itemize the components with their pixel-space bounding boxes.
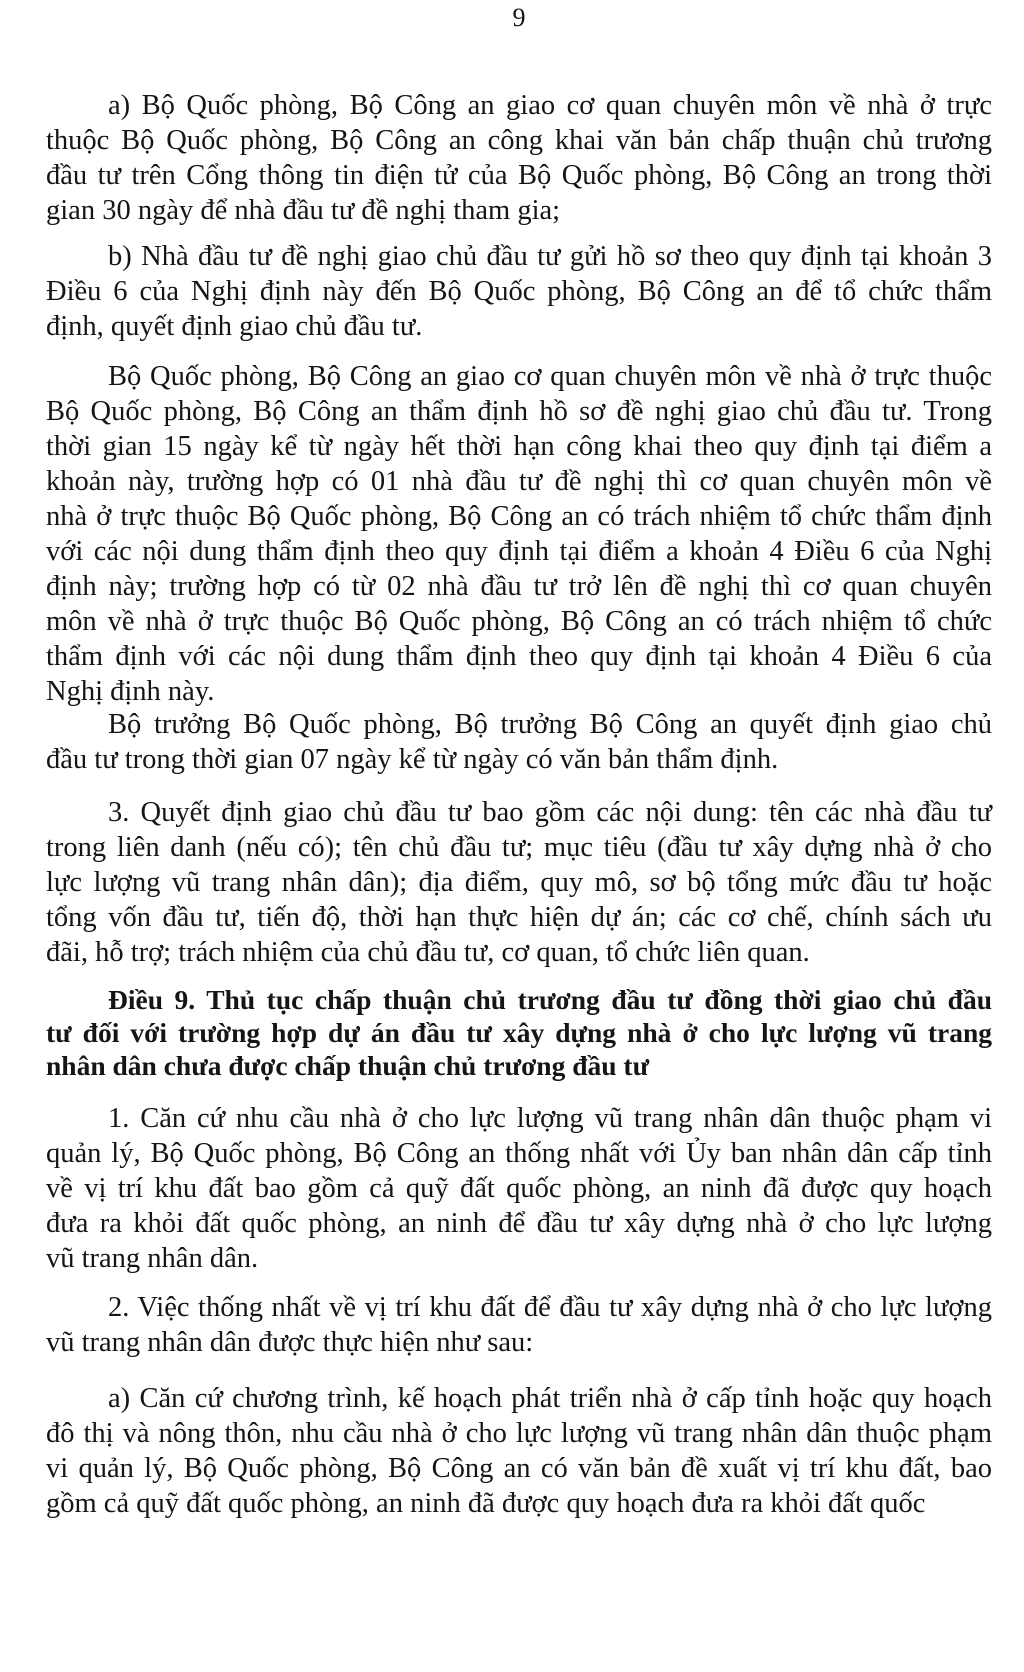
- text-line: b) Nhà đầu tư đề nghị giao chủ đầu tư gửi hồ sơ theo quy định tại khoản 3: [108, 241, 992, 272]
- text-line: 2. Việc thống nhất về vị trí khu đất để đầu tư xây dựng nhà ở cho lực lượng: [108, 1292, 992, 1323]
- text-line: a) Căn cứ chương trình, kế hoạch phát triển nhà ở cấp tỉnh hoặc quy hoạch: [108, 1383, 992, 1414]
- page-number: 9: [512, 3, 526, 32]
- paragraph: [46, 1290, 992, 1360]
- text-line: định này; trường hợp có từ 02 nhà đầu tư trở lên đề nghị thì cơ quan chuyên: [46, 571, 992, 602]
- text-line: thuộc Bộ Quốc phòng, Bộ Công an công khai văn bản chấp thuận chủ trương: [46, 125, 992, 156]
- text-line: trong liên danh (nếu có); tên chủ đầu tư; mục tiêu (đầu tư xây dựng nhà ở cho: [46, 832, 992, 863]
- text-line: vi quản lý, Bộ Quốc phòng, Bộ Công an có văn bản đề xuất vị trí khu đất, bao: [46, 1453, 992, 1484]
- text-line: thẩm định với các nội dung thẩm định theo quy định tại khoản 4 Điều 6 của: [46, 641, 992, 672]
- text-line: đưa ra khỏi đất quốc phòng, an ninh để đầu tư xây dựng nhà ở cho lực lượng: [46, 1208, 992, 1239]
- article-heading: [46, 983, 992, 1082]
- text-line: về vị trí khu đất bao gồm cả quỹ đất quốc phòng, an ninh đã được quy hoạch: [46, 1173, 992, 1204]
- document-page: [46, 0, 992, 1519]
- text-line: đãi, hỗ trợ; trách nhiệm của chủ đầu tư, cơ quan, tổ chức liên quan.: [46, 937, 810, 968]
- paragraph: [46, 707, 992, 777]
- text-line: tư đối với trường hợp dự án đầu tư xây dựng nhà ở cho lực lượng vũ trang: [46, 1017, 992, 1048]
- text-line: quản lý, Bộ Quốc phòng, Bộ Công an thống nhất với Ủy ban nhân dân cấp tỉnh: [46, 1138, 992, 1169]
- text-line: đầu tư trong thời gian 07 ngày kể từ ngày có văn bản thẩm định.: [46, 744, 779, 775]
- text-line: Bộ Quốc phòng, Bộ Công an giao cơ quan chuyên môn về nhà ở trực thuộc: [108, 361, 992, 392]
- text-line: 1. Căn cứ nhu cầu nhà ở cho lực lượng vũ trang nhân dân thuộc phạm vi: [108, 1103, 992, 1134]
- text-line: đầu tư trên Cổng thông tin điện tử của Bộ Quốc phòng, Bộ Công an trong thời: [46, 160, 992, 191]
- text-line: đô thị và nông thôn, nhu cầu nhà ở cho lực lượng vũ trang nhân dân thuộc phạm: [46, 1418, 992, 1449]
- text-line: vũ trang nhân dân.: [46, 1243, 259, 1274]
- paragraph: [46, 359, 992, 709]
- text-line: thời gian 15 ngày kể từ ngày hết thời hạn công khai theo quy định tại điểm a: [46, 431, 992, 462]
- paragraph: [46, 1101, 992, 1276]
- text-line: a) Bộ Quốc phòng, Bộ Công an giao cơ quan chuyên môn về nhà ở trực: [108, 90, 992, 121]
- text-line: Nghị định này.: [46, 676, 215, 707]
- text-line: gồm cả quỹ đất quốc phòng, an ninh đã được quy hoạch đưa ra khỏi đất quốc: [46, 1488, 926, 1519]
- text-line: nhân dân chưa được chấp thuận chủ trương đầu tư: [46, 1050, 650, 1081]
- text-line: khoản này, trường hợp có 01 nhà đầu tư đề nghị thì cơ quan chuyên môn về: [46, 466, 992, 497]
- text-line: nhà ở trực thuộc Bộ Quốc phòng, Bộ Công an có trách nhiệm tổ chức thẩm định: [46, 501, 992, 532]
- text-line: gian 30 ngày để nhà đầu tư đề nghị tham gia;: [46, 195, 561, 226]
- text-line: Điều 6 của Nghị định này đến Bộ Quốc phòng, Bộ Công an để tổ chức thẩm: [46, 276, 992, 307]
- paragraph: [46, 1381, 992, 1521]
- text-line: vũ trang nhân dân được thực hiện như sau:: [46, 1327, 534, 1358]
- paragraph: [46, 88, 992, 228]
- text-line: định, quyết định giao chủ đầu tư.: [46, 311, 423, 342]
- text-line: Bộ trưởng Bộ Quốc phòng, Bộ trưởng Bộ Công an quyết định giao chủ: [108, 709, 992, 740]
- text-line: Điều 9. Thủ tục chấp thuận chủ trương đầu tư đồng thời giao chủ đầu: [108, 984, 992, 1015]
- paragraph: [46, 795, 992, 970]
- text-line: với các nội dung thẩm định theo quy định tại điểm a khoản 4 Điều 6 của Nghị: [46, 536, 992, 567]
- text-line: tổng vốn đầu tư, tiến độ, thời hạn thực hiện dự án; các cơ chế, chính sách ưu: [46, 902, 992, 933]
- text-line: môn về nhà ở trực thuộc Bộ Quốc phòng, Bộ Công an có trách nhiệm tổ chức: [46, 606, 992, 637]
- text-line: Bộ Quốc phòng, Bộ Công an thẩm định hồ sơ đề nghị giao chủ đầu tư. Trong: [46, 396, 992, 427]
- paragraph: [46, 239, 992, 344]
- text-line: 3. Quyết định giao chủ đầu tư bao gồm các nội dung: tên các nhà đầu tư: [108, 797, 992, 828]
- text-line: lực lượng vũ trang nhân dân); địa điểm, quy mô, sơ bộ tổng mức đầu tư hoặc: [46, 867, 992, 898]
